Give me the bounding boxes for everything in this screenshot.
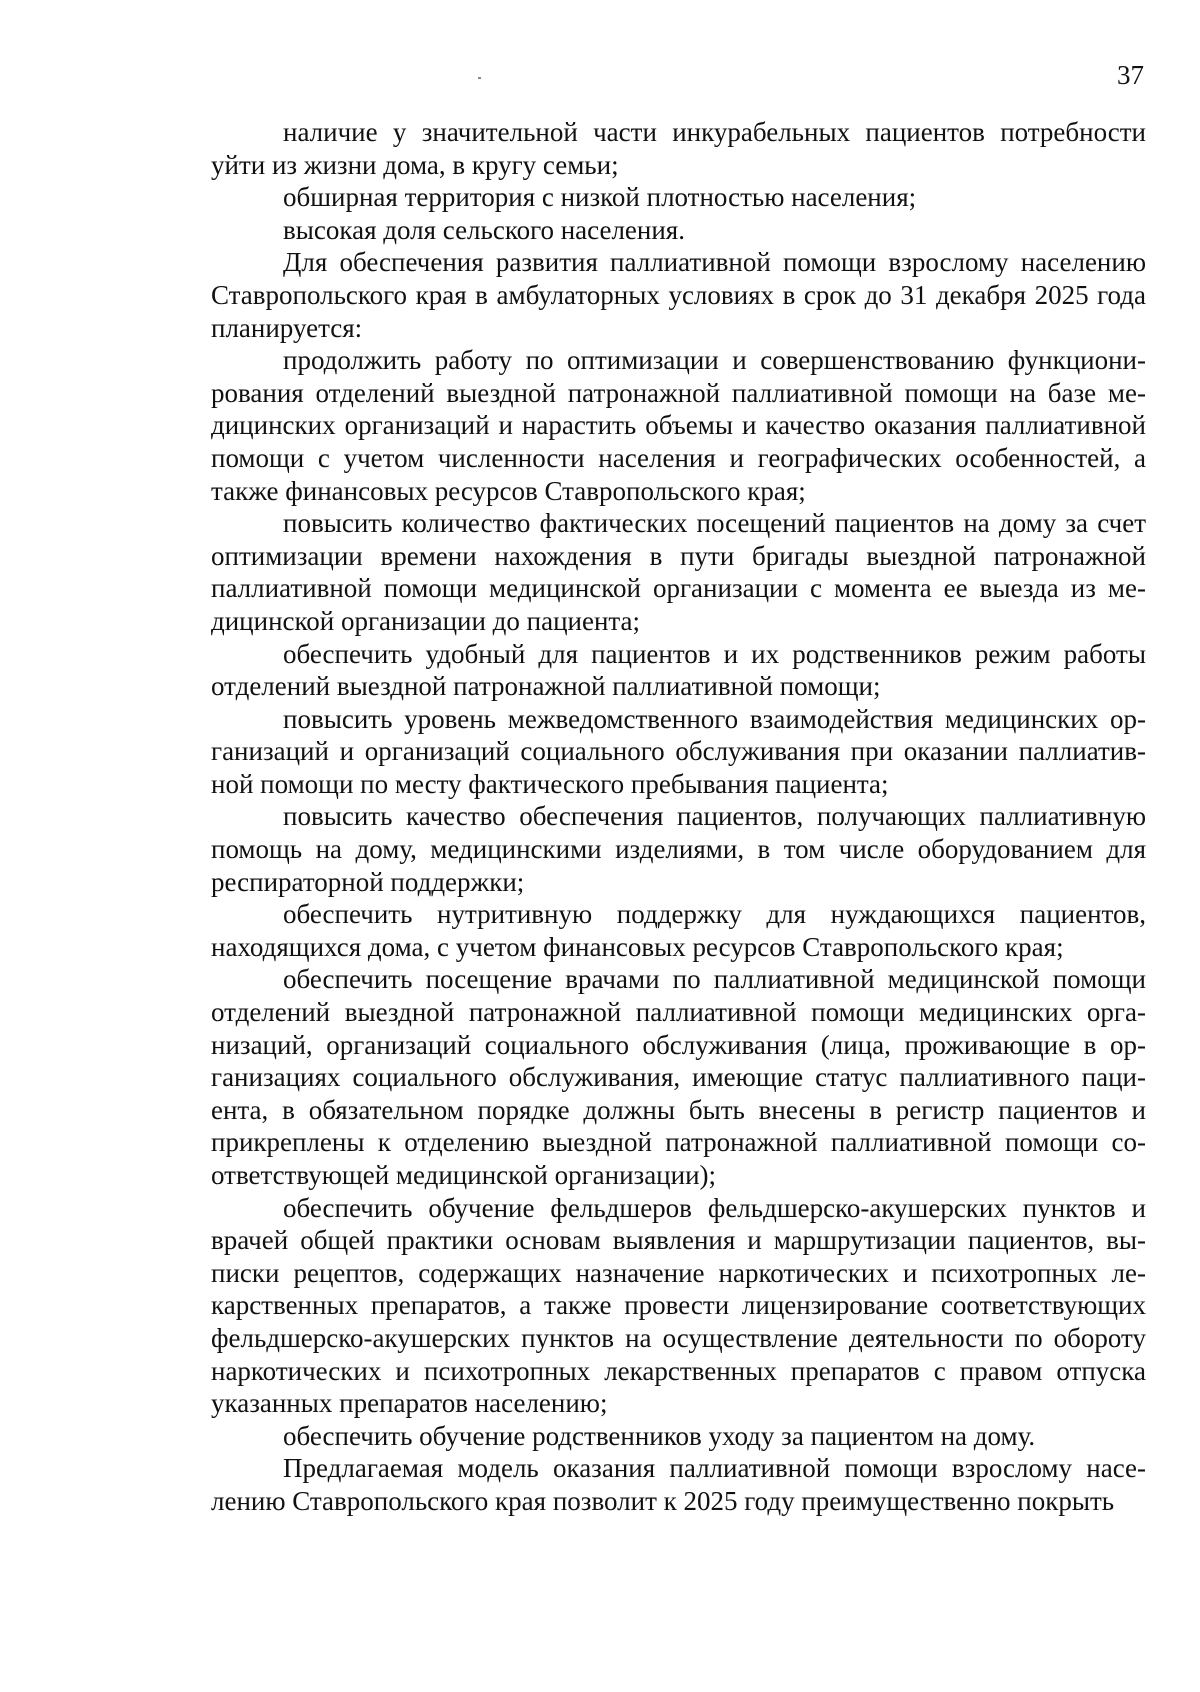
scan-artifact — [478, 77, 481, 79]
paragraph: обеспечить посещение врачами по паллиативной медицинской помощи отделений выездной патронажной паллиативной помощи медицинских организаций, организаций социального обслуживания (лица, проживающие в организациях социального обслуживания, имеющие статус паллиативного пациента, в обязательном порядке должны быть внесены в регистр пациентов и прикреплены к отделению выездной патронажной паллиативной помощи соответствующей медицинской организации); — [211, 964, 1146, 1190]
paragraph: Предлагаемая модель оказания паллиативной помощи взрослому населению Ставропольского края позволит к 2025 году преимущественно покрыть — [211, 1453, 1146, 1516]
paragraph: повысить уровень межведомственного взаимодействия медицинских организаций и организаций социального обслуживания при оказании паллиативной помощи по месту фактического пребывания пациента; — [211, 703, 1146, 799]
paragraph: обеспечить нутритивную поддержку для нуждающихся пациентов, находящихся дома, с учетом финансовых ресурсов Ставропольского края; — [211, 899, 1146, 962]
paragraph: Для обеспечения развития паллиативной помощи взрослому населению Ставропольского края в амбулаторных условиях в срок до 31 декабря 2025 года планируется: — [211, 247, 1146, 343]
paragraph: высокая доля сельского населения. — [283, 214, 685, 245]
paragraph: обеспечить обучение родственников уходу за пациентом на дому. — [283, 1420, 1036, 1451]
paragraph: обеспечить обучение фельдшеров фельдшерско-акушерских пунктов и врачей общей практики основам выявления и маршрутизации пациентов, выписки рецептов, содержащих назначение наркотических и психотропных лекарственных препаратов, а также провести лицензирование соответствующих фельдшерско-акушерских пунктов на осуществление деятельности по обороту наркотических и психотропных лекарственных препаратов с правом отпуска указанных препаратов населению; — [211, 1192, 1146, 1419]
page-number: 37 — [1117, 60, 1144, 90]
paragraph: наличие у значительной части инкурабельных пациентов потребности уйти из жизни дома, в кругу семьи; — [211, 117, 1146, 180]
paragraph: продолжить работу по оптимизации и совершенствованию функционирования отделений выездной патронажной паллиативной помощи на базе медицинских организаций и нарастить объемы и качество оказания паллиативной помощи с учетом численности населения и географических особенностей, а также финансовых ресурсов Ставропольского края; — [211, 345, 1146, 506]
paragraph: обширная территория с низкой плотностью населения; — [283, 182, 917, 213]
paragraph: повысить количество фактических посещений пациентов на дому за счет оптимизации времени нахождения в пути бригады выездной патронажной паллиативной помощи медицинской организации с момента ее выезда из медицинской организации до пациента; — [211, 508, 1146, 636]
body-text — [211, 116, 1146, 1518]
paragraph: обеспечить удобный для пациентов и их родственников режим работы отделений выездной патронажной паллиативной помощи; — [211, 638, 1146, 702]
paragraph: повысить качество обеспечения пациентов, получающих паллиативную помощь на дому, медицинскими изделиями, в том числе оборудованием для респираторной поддержки; — [211, 801, 1146, 897]
